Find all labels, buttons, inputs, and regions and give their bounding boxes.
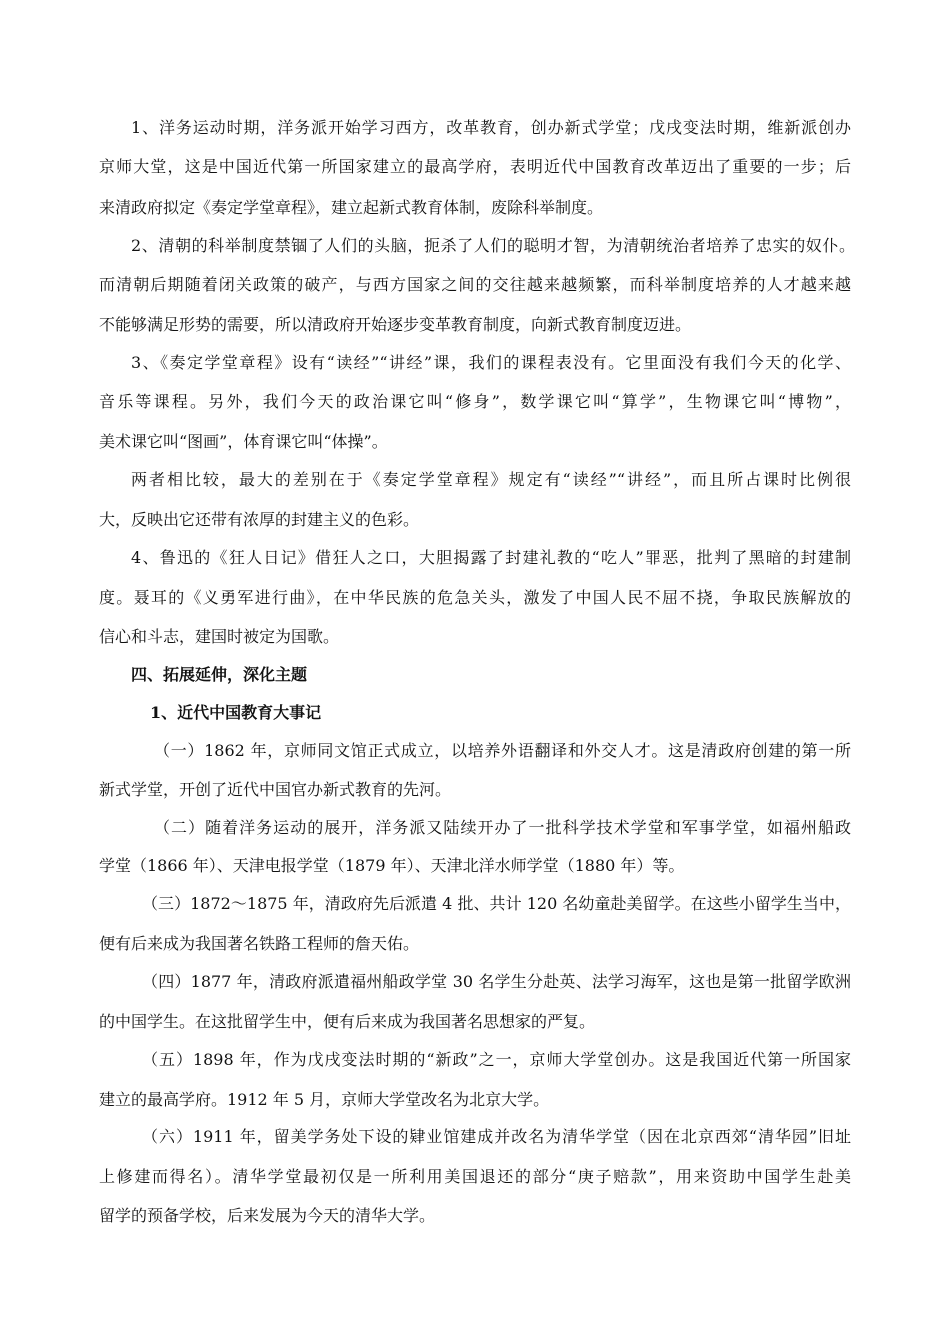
text-line: （六）1911 年，留美学务处下设的肄业馆建成并改名为清华学堂（因在北京西郊“清华园”旧址 — [142, 1127, 851, 1146]
text-line: （一）1862 年，京师同文馆正式成立，以培养外语翻译和外交人才。这是清政府创建的第一所 — [154, 741, 851, 760]
text-line: 4、鲁迅的《狂人日记》借狂人之口，大胆揭露了封建礼教的“吃人”罪恶，批判了黑暗的封建制 — [131, 548, 851, 567]
text-line: 2、清朝的科举制度禁锢了人们的头脑，扼杀了人们的聪明才智，为清朝统治者培养了忠实的奴仆。 — [131, 236, 855, 255]
text-line: （二）随着洋务运动的展开，洋务派又陆续开办了一批科学技术学堂和军事学堂，如福州船政 — [154, 818, 851, 837]
text-line: 而清朝后期随着闭关政策的破产，与西方国家之间的交往越来越频繁，而科举制度培养的人才越来越 — [99, 275, 851, 294]
section-heading: 四、拓展延伸，深化主题 — [131, 665, 308, 684]
text-line: 的中国学生。在这批留学生中，便有后来成为我国著名思想家的严复。 — [99, 1012, 596, 1031]
text-line: 1、洋务运动时期，洋务派开始学习西方，改革教育，创办新式学堂；戊戌变法时期，维新派创办 — [131, 118, 851, 137]
text-line: 学堂（1866 年）、天津电报学堂（1879 年）、天津北洋水师学堂（1880 年）等。 — [99, 856, 685, 875]
text-line: 音乐等课程。另外，我们今天的政治课它叫“修身”，数学课它叫“算学”，生物课它叫“博物”， — [99, 392, 851, 411]
text-line: 度。聂耳的《义勇军进行曲》，在中华民族的危急关头，激发了中国人民不屈不挠，争取民族解放的 — [99, 588, 851, 607]
text-line: 不能够满足形势的需要，所以清政府开始逐步变革教育制度，向新式教育制度迈进。 — [99, 315, 692, 334]
text-line: 新式学堂，开创了近代中国官办新式教育的先河。 — [99, 780, 452, 799]
text-line: 两者相比较，最大的差别在于《奏定学堂章程》规定有“读经”“讲经”，而且所占课时比例很 — [131, 470, 851, 489]
text-line: 美术课它叫“图画”，体育课它叫“体操”。 — [99, 432, 388, 451]
text-line: 上修建而得名）。清华学堂最初仅是一所利用美国退还的部分“庚子赔款”，用来资助中国学生赴美 — [99, 1167, 851, 1186]
text-line: 便有后来成为我国著名铁路工程师的詹天佑。 — [99, 934, 420, 953]
text-line: 3、《奏定学堂章程》设有“读经”“讲经”课，我们的课程表没有。它里面没有我们今天的化学、 — [131, 353, 851, 372]
text-line: 信心和斗志，建国时被定为国歌。 — [99, 627, 340, 646]
text-line: 大，反映出它还带有浓厚的封建主义的色彩。 — [99, 510, 420, 529]
text-line: （四）1877 年，清政府派遣福州船政学堂 30 名学生分赴英、法学习海军，这也是第一批留学欧洲 — [142, 972, 851, 991]
text-line: 京师大堂，这是中国近代第一所国家建立的最高学府，表明近代中国教育改革迈出了重要的一步；后 — [99, 157, 851, 176]
text-line: （三）1872～1875 年，清政府先后派遣 4 批、共计 120 名幼童赴美留学。在这些小留学生当中， — [142, 894, 851, 913]
subsection-heading: 1、近代中国教育大事记 — [150, 703, 322, 722]
text-line: 建立的最高学府。1912 年 5 月，京师大学堂改名为北京大学。 — [99, 1090, 550, 1109]
text-line: （五）1898 年，作为戊戌变法时期的“新政”之一，京师大学堂创办。这是我国近代第一所国家 — [142, 1050, 851, 1069]
text-line: 留学的预备学校，后来发展为今天的清华大学。 — [99, 1206, 436, 1225]
text-line: 来清政府拟定《奏定学堂章程》，建立起新式教育体制，废除科举制度。 — [99, 198, 604, 217]
